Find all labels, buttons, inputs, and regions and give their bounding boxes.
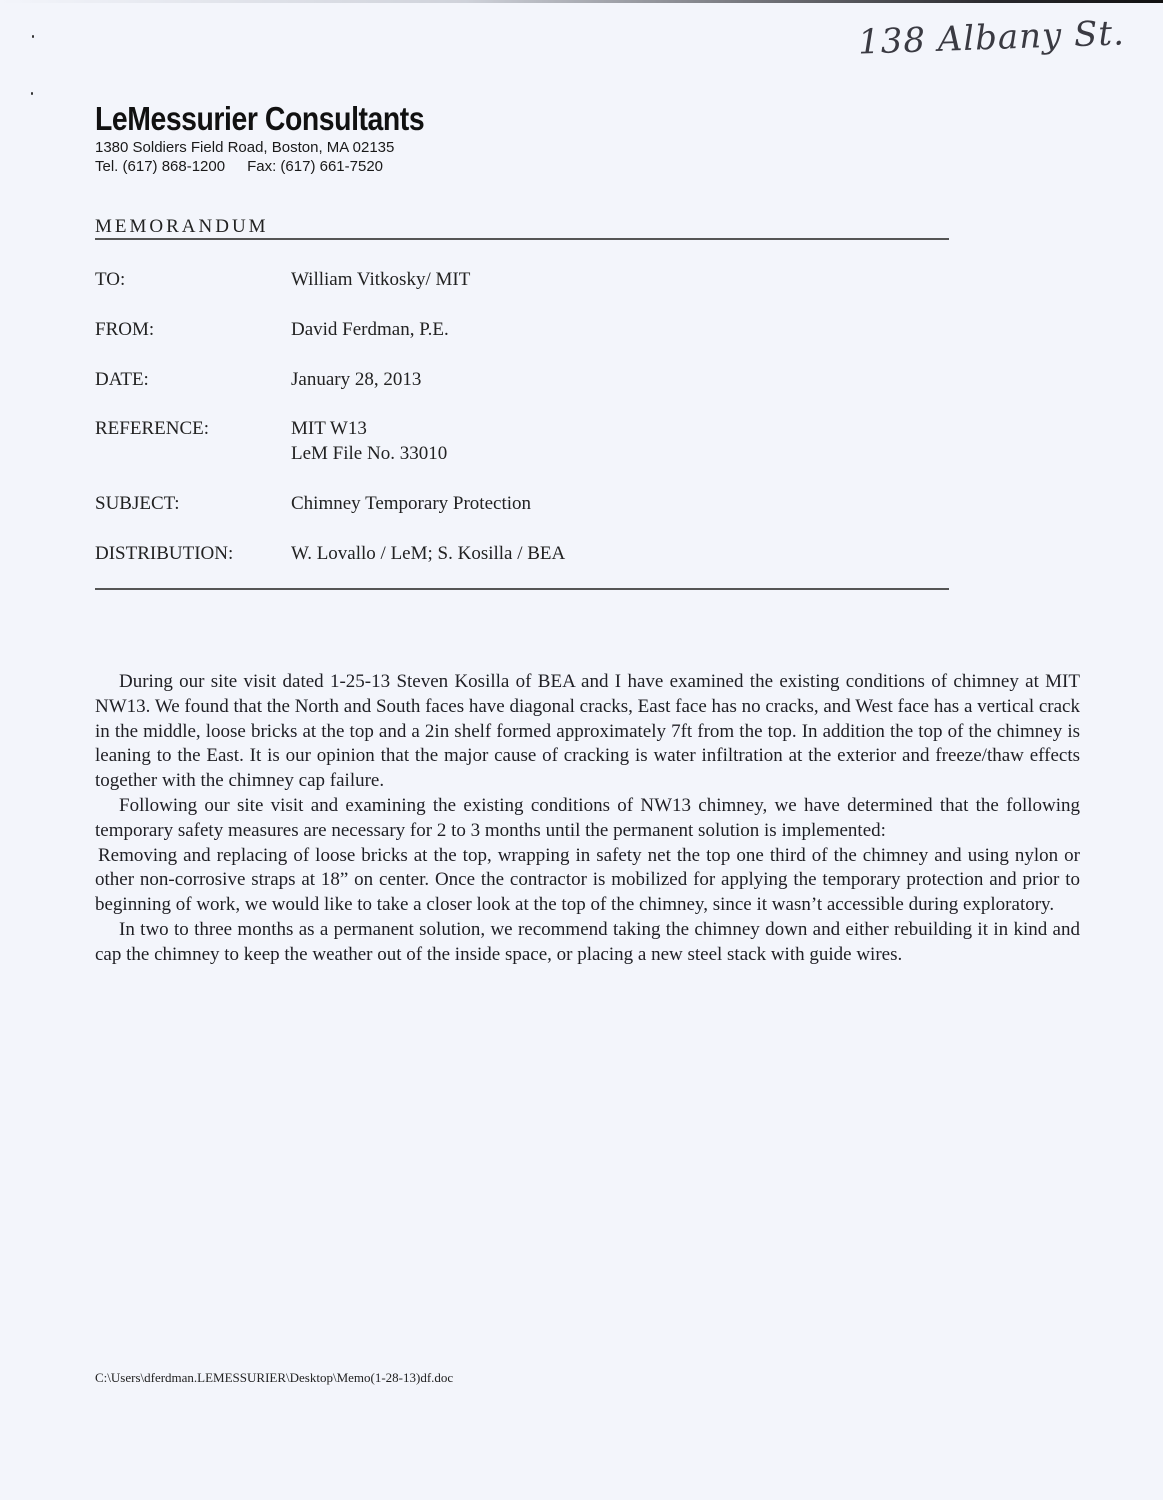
field-label: FROM: (95, 319, 155, 340)
memo-heading: MEMORANDUM (95, 216, 269, 237)
company-address: 1380 Soldiers Field Road, Boston, MA 02135 (95, 139, 395, 156)
handwritten-address-note: 138 Albany St. (857, 13, 1126, 63)
field-label: TO: (95, 269, 126, 290)
field-value: David Ferdman, P.E. (291, 319, 449, 340)
body-paragraph: Following our site visit and examining the existing conditions of NW13 chimney, we have determined that the following temporary safety measures are necessary for 2 to 3 months until the permanent solution is implemented: (95, 794, 1080, 841)
company-fax: Fax: (617) 661-7520 (247, 158, 384, 175)
scan-speck (32, 35, 34, 38)
body-paragraph: In two to three months as a permanent solution, we recommend taking the chimney down and either rebuilding it in kind and cap the chimney to keep the weather out of the inside space, or placing a new steel stack with guide wires. (95, 918, 1080, 965)
scan-speck (31, 92, 33, 95)
company-name: LeMessurier Consultants (95, 100, 425, 137)
field-label: DISTRIBUTION: (95, 543, 234, 564)
field-label: REFERENCE: (95, 418, 210, 439)
scan-top-edge (0, 0, 1163, 3)
company-contact (95, 157, 478, 176)
footer-file-path: C:\Users\dferdman.LEMESSURIER\Desktop\Memo(1-28-13)df.doc (95, 1370, 454, 1385)
field-value: William Vitkosky/ MIT (291, 269, 471, 290)
body-paragraph: During our site visit dated 1-25-13 Steven Kosilla of BEA and I have examined the existing conditions of chimney at MIT NW13. We found that the North and South faces have diagonal cracks, East face has no cracks, and West face has a vertical crack in the middle, loose bricks at the top and a 2in shelf formed approximately 7ft from the top. In addition the top of the chimney is leaning to the East. It is our opinion that the major cause of cracking is water infiltration at the exterior and freeze/thaw effects together with the chimney cap failure. (95, 671, 1080, 792)
letterhead (95, 100, 478, 176)
header-divider (95, 238, 949, 240)
field-value: January 28, 2013 (291, 369, 422, 390)
company-tel: Tel. (617) 868-1200 (95, 158, 226, 175)
field-value: Chimney Temporary Protection (291, 493, 531, 514)
memo-body (95, 670, 1080, 968)
body-paragraph: Removing and replacing of loose bricks at the top, wrapping in safety net the top one third of the chimney and using nylon or other non-corrosive straps at 18” on center. Once the contractor is mobilized for applying the temporary protection and prior to beginning of work, we would like to take a closer look at the top of the chimney, since it wasn’t accessible during exploratory. (95, 844, 1080, 916)
field-value: MIT W13 (291, 418, 367, 439)
field-label: SUBJECT: (95, 493, 180, 514)
field-label: DATE: (95, 369, 149, 390)
fields-divider (95, 588, 949, 590)
field-value: W. Lovallo / LeM; S. Kosilla / BEA (291, 543, 566, 564)
field-value-secondary: LeM File No. 33010 (291, 443, 448, 464)
